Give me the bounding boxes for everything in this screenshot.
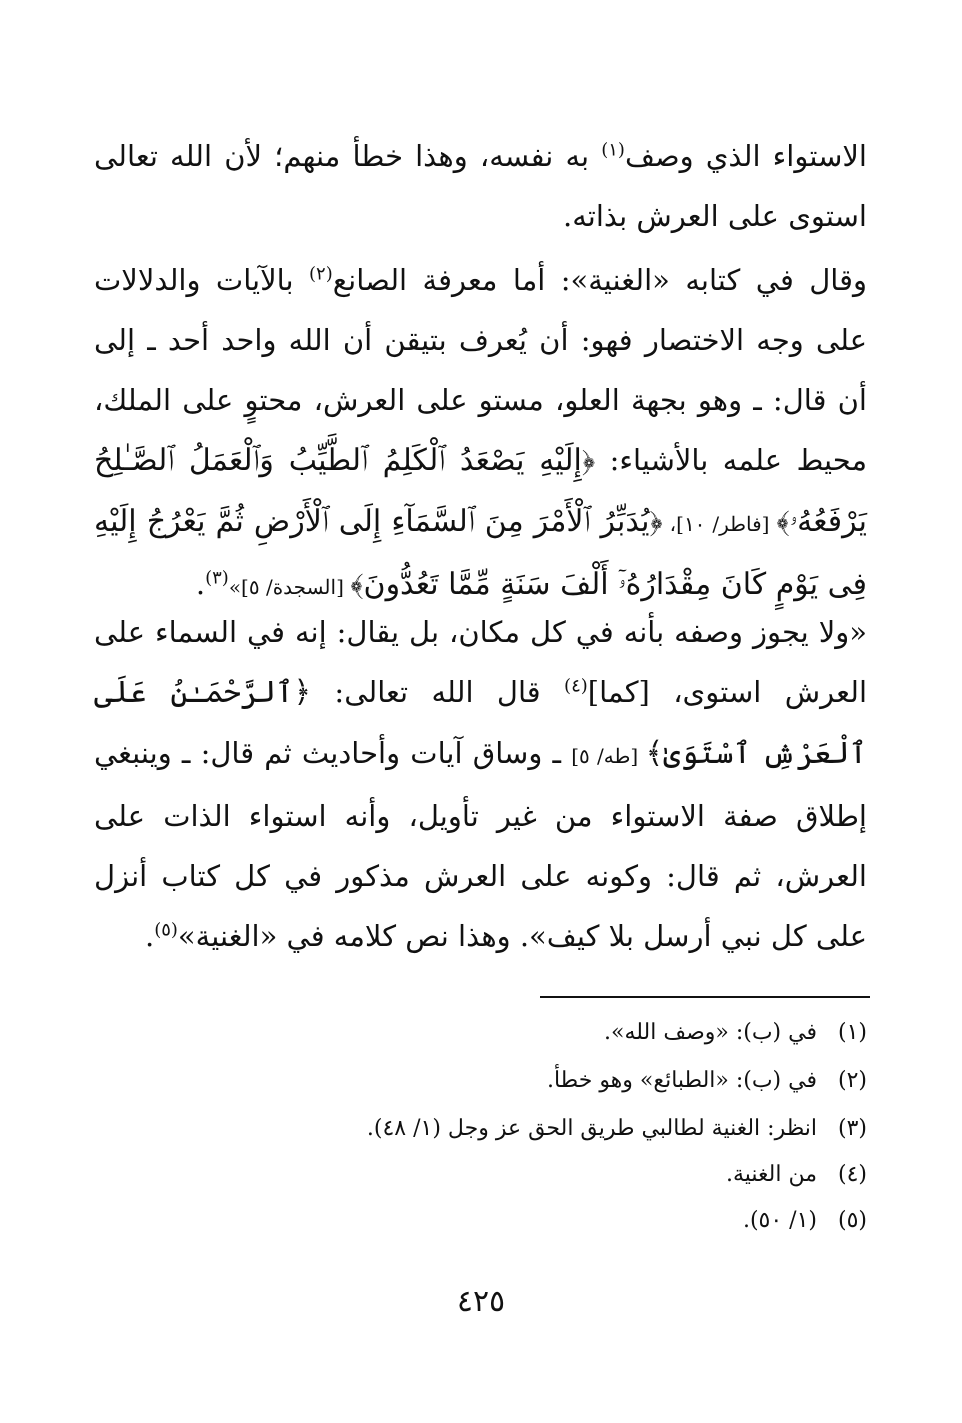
footnote-number: (٤) [837,1162,867,1187]
footnote-ref-4[interactable]: (٤) [564,675,588,697]
footnote-1 [94,1010,867,1056]
verse-reference-1: [فاطر/ ١٠]، [662,512,777,536]
footnote-text: انظر: الغنية لطالبي طريق الحق عز وجل (١/ ٤٨). [366,1116,817,1141]
text-run: ـ وساق آيات وأحاديث ثم قال: ـ وينبغي إطلاق صفة الاستواء من غير تأويل، وأنه استواء الذات على العرش، ثم قال: وكونه على العرش مذكور في كل كتاب أنزل على كل نبي أرسل بلا كيف». وهذا نص كلامه في «الغنية» [94,736,867,953]
text-run: الاستواء الذي وصف [624,139,867,173]
quran-verse-2: ﴿يُدَبِّرُ ٱلْأَمْرَ مِنَ ٱلسَّمَآءِ إِلَى ٱلْأَرْضِ ثُمَّ يَعْرُجُ إِلَيْهِ فِى يَوْمٍ كَانَ مِقْدَارُهُۥٓ أَلْفَ سَنَةٍ مِّمَّا تَعُدُّونَ﴾ [94,504,867,602]
footnote-ref-5[interactable]: (٥) [154,919,178,941]
text-run: . [144,919,155,953]
footnote-separator [540,996,870,998]
text-run: . [195,567,206,601]
text-run: بالآيات والدلالات على وجه الاختصار فهو: أن يُعرف بتيقن أن الله واحد أحد ـ إلى أن قال: ـ وهو بجهة العلو، مستو على العرش، محتوٍ على الملك، محيط علمه بالأشياء: [94,263,867,477]
paragraph-2 [94,250,867,617]
text-run: به نفسه، وهذا خطأ منهم؛ لأن الله تعالى استوى على العرش بذاته. [94,139,867,233]
verse-reference-2: [السجدة/ ٥]» [228,575,351,599]
footnote-number: (١) [837,1020,867,1045]
paragraph-3 [94,602,867,966]
quran-verse-3: ﴿ٱلرَّحْمَـٰنُ عَلَى ٱلْعَرْشِ ٱسْتَوَىٰ﴾ [94,675,867,771]
footnote-text: في (ب): «وصف الله». [603,1020,817,1045]
footnote-text: في (ب): «الطبائع» وهو خطأ. [546,1068,817,1093]
page-number: ٤٢٥ [456,1284,506,1319]
footnote-text: (١/ ٥٠). [742,1208,817,1233]
footnote-5 [94,1198,867,1244]
text-run: وقال في كتابه «الغنية»: أما معرفة الصانع [332,263,867,297]
paragraph-1 [94,126,867,246]
footnote-number: (٣) [837,1116,867,1141]
footnote-3 [94,1106,867,1152]
footnote-ref-3[interactable]: (٣) [205,567,229,589]
footnote-ref-1[interactable]: (١) [601,139,625,161]
footnote-text: من الغنية. [725,1162,817,1187]
footnote-4 [94,1152,867,1198]
footnote-ref-2[interactable]: (٢) [309,263,333,285]
footnote-2 [94,1058,867,1104]
footnote-number: (٥) [837,1208,867,1233]
text-run: قال الله تعالى: [311,675,565,709]
quran-verse-1: ﴿إِلَيْهِ يَصْعَدُ ٱلْكَلِمُ ٱلطَّيِّبُ وَٱلْعَمَلُ ٱلصَّـٰلِحُ يَرْفَعُهُۥ﴾ [94,443,867,539]
text-run: «ولا يجوز وصفه بأنه في كل مكان، بل يقال: إنه في السماء على العرش استوى، [كما] [94,615,867,709]
footnote-number: (٢) [837,1068,867,1093]
verse-reference-3: [طه/ ٥] [571,744,646,768]
